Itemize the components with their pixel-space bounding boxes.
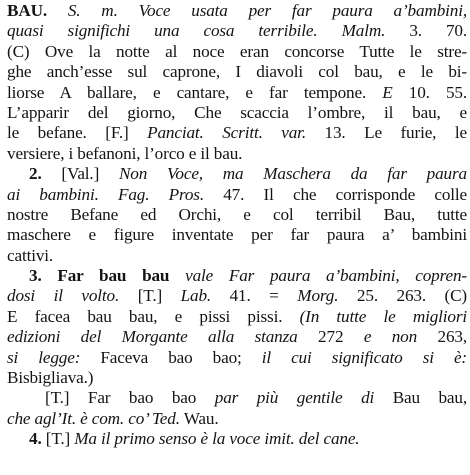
text-run: quasi significhi una cosa terribile. Malm. — [7, 21, 386, 41]
entry-line — [7, 42, 467, 62]
text-run: 3. Far bau bau — [29, 266, 170, 286]
text-run — [169, 266, 185, 285]
entry-line — [7, 185, 467, 205]
text-run: vale Far paura a’bambini, copren- — [185, 266, 468, 286]
text-run: cattivi. — [7, 245, 54, 265]
entry-line — [7, 62, 467, 82]
text-run: Lab. — [180, 286, 212, 306]
text-run: Bau bau, — [374, 388, 468, 408]
text-run: ghe anch’esse sul caprone, I diavoli col bau, e le bi- — [7, 62, 467, 82]
text-run: (In tutte le migliori — [299, 306, 468, 326]
text-run: [T.] — [41, 429, 75, 449]
entry-line — [7, 21, 467, 41]
text-run: Wau. — [179, 408, 219, 428]
text-run: Panciat. Scritt. var. — [147, 123, 306, 143]
text-run: maschere e figure inventate per far paura a’ bambini — [7, 225, 467, 245]
text-run: L’apparir del giorno, Che scaccia l’ombre, il bau, e — [7, 102, 467, 122]
text-run: E — [382, 82, 393, 102]
sense-4-line — [7, 429, 467, 449]
entry-line — [7, 246, 467, 266]
entry-line — [7, 123, 467, 143]
text-run: versiere, i befanoni, l’orco e il bau. — [7, 143, 243, 163]
text-run: 3. 70. — [385, 21, 468, 41]
text-run: [Val.] — [41, 164, 119, 184]
text-run: 41. = — [211, 286, 298, 306]
text-run: 2. — [29, 164, 42, 184]
text-run: [T.] Far bao bao — [45, 388, 215, 408]
text-run: 263, — [417, 327, 467, 347]
entry-line — [7, 144, 467, 164]
text-run: si legge: — [7, 347, 81, 367]
entry-line — [7, 368, 467, 388]
text-run: (C) Ove la notte al noce eran concorse Tutte le stre- — [7, 41, 467, 61]
text-run: Ma il primo senso è la voce imit. del cane. — [74, 429, 360, 449]
text-run — [47, 1, 68, 20]
text-run: nostre Befane ed Orchi, e col terribil Bau, tutte — [7, 204, 467, 224]
text-run: Faceva bao bao; — [80, 347, 262, 367]
text-run: Bisbigliava.) — [7, 368, 94, 388]
text-run: dosi il volto. — [7, 286, 120, 306]
note-line — [7, 388, 467, 408]
entry-line — [7, 205, 467, 225]
text-run: e non — [363, 327, 418, 347]
text-run: 272 — [297, 327, 364, 347]
text-run: S. m. Voce usata per far paura a’bambini, — [67, 1, 467, 20]
entry-line — [7, 103, 467, 123]
text-run: 4. — [29, 429, 42, 449]
text-run: il cui significato si è: — [261, 347, 467, 367]
entry-line — [7, 1, 467, 21]
text-run: le befane. [F.] — [7, 123, 148, 143]
text-run: liorse A ballare, e cantare, e far tempone. — [7, 82, 383, 102]
text-run: [T.] — [119, 286, 181, 306]
entry-line — [7, 83, 467, 103]
text-run: ai bambini. Fag. Pros. — [7, 184, 204, 204]
entry-line — [7, 327, 467, 347]
entry-line — [7, 409, 467, 429]
entry-line — [7, 286, 467, 306]
sense-3-line — [7, 266, 467, 286]
text-run: 10. 55. — [392, 82, 467, 102]
entry-line — [7, 307, 467, 327]
text-run: Morg. — [297, 286, 339, 306]
text-run: 13. Le furie, le — [305, 123, 467, 143]
dictionary-entry — [7, 1, 467, 450]
text-run: edizioni del Morgante alla stanza — [7, 327, 298, 347]
text-run: Non Voce, ma Maschera da far paura — [118, 164, 467, 184]
text-run: che agl’It. è com. co’ Ted. — [7, 408, 180, 428]
text-run: 47. Il che corrisponde colle — [204, 184, 467, 204]
text-run: BAU. — [7, 1, 47, 20]
text-run: E facea bau bau, e pissi pissi. — [7, 306, 300, 326]
entry-line — [7, 348, 467, 368]
text-run: 25. 263. (C) — [338, 286, 467, 306]
text-run: par più gentile di — [214, 388, 375, 408]
entry-line — [7, 225, 467, 245]
sense-2-line — [7, 164, 467, 184]
